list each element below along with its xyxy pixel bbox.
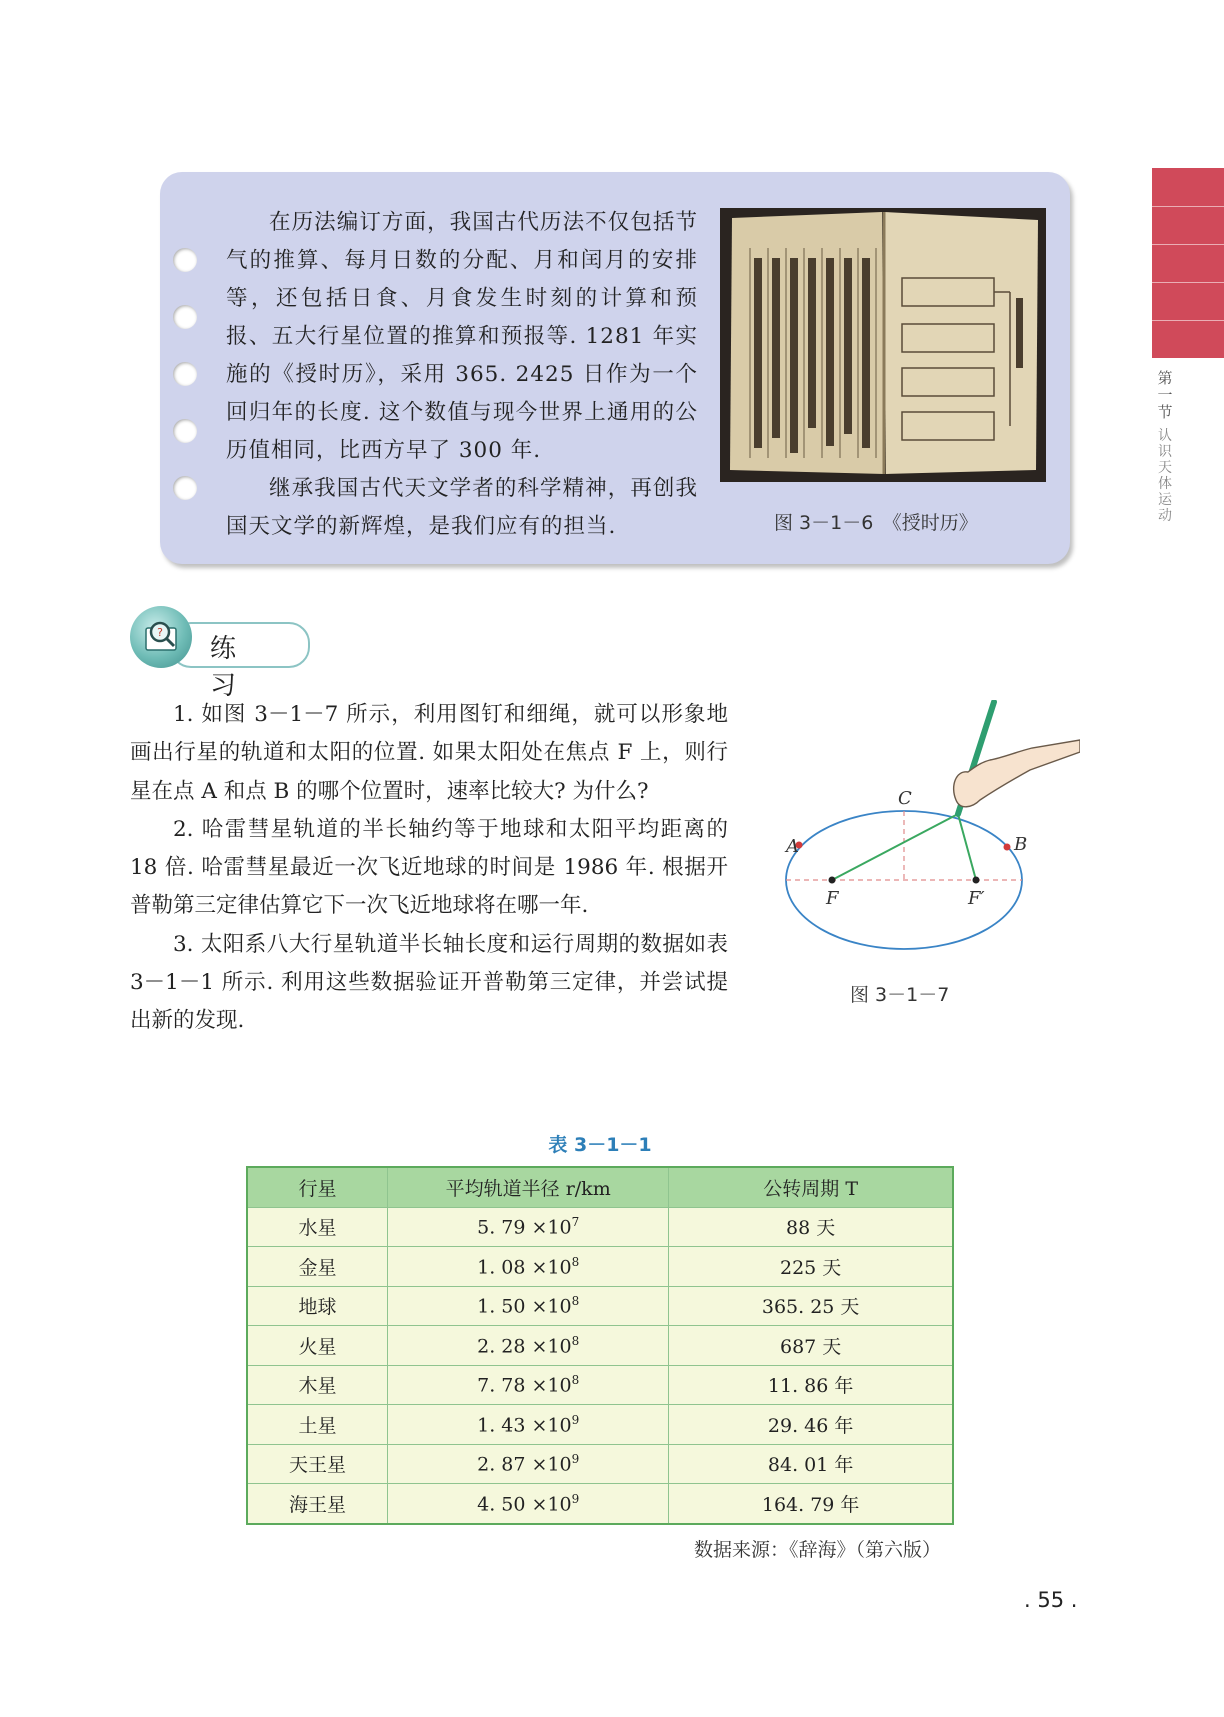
times-sign: × bbox=[531, 1295, 548, 1318]
table-row bbox=[247, 1405, 953, 1445]
label-f: F bbox=[826, 888, 839, 909]
orbit-radius bbox=[388, 1444, 669, 1484]
planet-name: 金星 bbox=[247, 1247, 388, 1287]
label-c: C bbox=[898, 788, 912, 809]
header-planet: 行星 bbox=[247, 1167, 388, 1207]
times-sign: × bbox=[531, 1374, 548, 1397]
header-period: 公转周期 T bbox=[669, 1167, 953, 1207]
planet-name: 水星 bbox=[247, 1207, 388, 1247]
table-header-row bbox=[247, 1167, 953, 1207]
figure-caption: 图 3－1－7 bbox=[850, 984, 950, 1006]
label-b: B bbox=[1014, 834, 1028, 855]
orbit-radius bbox=[388, 1207, 669, 1247]
focus-f bbox=[829, 877, 836, 884]
radius-exponent: 9 bbox=[571, 1491, 580, 1506]
binder-ring-icon bbox=[173, 248, 197, 272]
radius-mantissa: 1. 43 bbox=[477, 1413, 526, 1436]
table-row bbox=[247, 1247, 953, 1287]
radius-exponent: 7 bbox=[571, 1215, 580, 1230]
orbit-period: 225 天 bbox=[669, 1247, 953, 1287]
orbit-period: 84. 01 年 bbox=[669, 1444, 953, 1484]
radius-mantissa: 2. 87 bbox=[477, 1453, 526, 1476]
radius-base: 10 bbox=[547, 1216, 572, 1239]
side-section-title: 认识天体运动 bbox=[1158, 428, 1172, 524]
times-sign: × bbox=[531, 1413, 548, 1436]
radius-mantissa: 2. 28 bbox=[477, 1334, 526, 1357]
shoushi-calendar-photo bbox=[720, 208, 1046, 482]
radius-exponent: 8 bbox=[571, 1373, 580, 1388]
table-row bbox=[247, 1484, 953, 1524]
radius-exponent: 8 bbox=[571, 1333, 580, 1348]
exercise-list bbox=[130, 696, 728, 1041]
svg-text:?: ? bbox=[157, 626, 163, 639]
radius-base: 10 bbox=[547, 1413, 572, 1436]
radius-mantissa: 1. 50 bbox=[477, 1295, 526, 1318]
radius-exponent: 9 bbox=[571, 1412, 580, 1427]
orbit-period: 11. 86 年 bbox=[669, 1365, 953, 1405]
point-b bbox=[1004, 844, 1011, 851]
planet-name: 海王星 bbox=[247, 1484, 388, 1524]
planet-name: 地球 bbox=[247, 1286, 388, 1326]
exercise-header bbox=[130, 606, 310, 701]
reading-text bbox=[226, 204, 698, 546]
orbit-radius bbox=[388, 1405, 669, 1445]
planet-data-table bbox=[246, 1166, 954, 1525]
orbit-period: 365. 25 天 bbox=[669, 1286, 953, 1326]
table-row bbox=[247, 1286, 953, 1326]
times-sign: × bbox=[531, 1216, 548, 1239]
radius-mantissa: 1. 08 bbox=[477, 1255, 526, 1278]
reading-paragraph: 继承我国古代天文学者的科学精神，再创我国天文学的新辉煌，是我们应有的担当. bbox=[226, 476, 698, 539]
radius-base: 10 bbox=[547, 1374, 572, 1397]
orbit-period: 164. 79 年 bbox=[669, 1484, 953, 1524]
planet-name: 木星 bbox=[247, 1365, 388, 1405]
page-number: . 55 . bbox=[1024, 1588, 1078, 1612]
side-section-label: 第一节 bbox=[1157, 369, 1173, 421]
radius-exponent: 9 bbox=[571, 1452, 580, 1467]
table-row bbox=[247, 1365, 953, 1405]
radius-exponent: 8 bbox=[571, 1294, 580, 1309]
orbit-radius bbox=[388, 1365, 669, 1405]
radius-base: 10 bbox=[547, 1295, 572, 1318]
times-sign: × bbox=[531, 1255, 548, 1278]
orbit-period: 687 天 bbox=[669, 1326, 953, 1366]
figure-caption: 图 3－1－6 《授时历》 bbox=[774, 512, 978, 534]
times-sign: × bbox=[531, 1334, 548, 1357]
exercise-title: 练 习 bbox=[210, 634, 251, 701]
times-sign: × bbox=[531, 1453, 548, 1476]
planet-name: 天王星 bbox=[247, 1444, 388, 1484]
radius-mantissa: 4. 50 bbox=[477, 1492, 526, 1515]
exercise-item: 3. 太阳系八大行星轨道半长轴长度和运行周期的数据如表 3－1－1 所示. 利用这些数据验证开普勒第三定律，并尝试提出新的发现. bbox=[130, 931, 728, 1034]
hand bbox=[954, 740, 1080, 807]
orbit-radius bbox=[388, 1286, 669, 1326]
data-source: 数据来源：《辞海》（第六版） bbox=[694, 1539, 942, 1561]
radius-base: 10 bbox=[547, 1334, 572, 1357]
table-row bbox=[247, 1207, 953, 1247]
planet-name: 火星 bbox=[247, 1326, 388, 1366]
exercise-item: 2. 哈雷彗星轨道的半长轴约等于地球和太阳平均距离的 18 倍. 哈雷彗星最近一次飞近地球的时间是 1986 年. 根据开普勒第三定律估算它下一次飞近地球将在哪一年. bbox=[130, 816, 728, 919]
radius-exponent: 8 bbox=[571, 1254, 580, 1269]
exercise-item: 1. 如图 3－1－7 所示，利用图钉和细绳，就可以形象地画出行星的轨道和太阳的位置. 如果太阳处在焦点 F 上，则行星在点 A 和点 B 的哪个位置时，速率比较大? 为什么? bbox=[130, 702, 728, 804]
radius-base: 10 bbox=[547, 1255, 572, 1278]
orbit-radius bbox=[388, 1484, 669, 1524]
table-row bbox=[247, 1444, 953, 1484]
table-title: 表 3－1－1 bbox=[548, 1134, 652, 1156]
radius-mantissa: 5. 79 bbox=[477, 1216, 526, 1239]
binder-ring-icon bbox=[173, 476, 197, 500]
times-sign: × bbox=[531, 1492, 548, 1515]
orbit-radius bbox=[388, 1247, 669, 1287]
radius-base: 10 bbox=[547, 1492, 572, 1515]
orbit-period: 29. 46 年 bbox=[669, 1405, 953, 1445]
ellipse-figure bbox=[780, 700, 1080, 970]
label-a: A bbox=[786, 836, 799, 857]
header-radius: 平均轨道半径 r/km bbox=[388, 1167, 669, 1207]
planet-name: 土星 bbox=[247, 1405, 388, 1445]
chapter-side-tab bbox=[1152, 168, 1224, 358]
binder-ring-icon bbox=[173, 305, 197, 329]
binder-ring-icon bbox=[173, 362, 197, 386]
orbit-radius bbox=[388, 1326, 669, 1366]
focus-f2 bbox=[973, 877, 980, 884]
string-left bbox=[832, 814, 958, 880]
radius-base: 10 bbox=[547, 1453, 572, 1476]
binder-ring-icon bbox=[173, 419, 197, 443]
table-row bbox=[247, 1326, 953, 1366]
radius-mantissa: 7. 78 bbox=[477, 1374, 526, 1397]
orbit-period: 88 天 bbox=[669, 1207, 953, 1247]
reading-paragraph: 在历法编订方面，我国古代历法不仅包括节气的推算、每月日数的分配、月和闰月的安排等，还包括日食、月食发生时刻的计算和预报、五大行星位置的推算和预报等. 1281 年实施的《授时历》，采用 365. 2425 日作为一个回归年的长度. 这个数值与现今世界上通用的公历值相同，比西方早了 300 年. bbox=[226, 210, 698, 463]
label-f-prime: F′ bbox=[968, 888, 985, 909]
exercise-icon bbox=[130, 606, 192, 668]
